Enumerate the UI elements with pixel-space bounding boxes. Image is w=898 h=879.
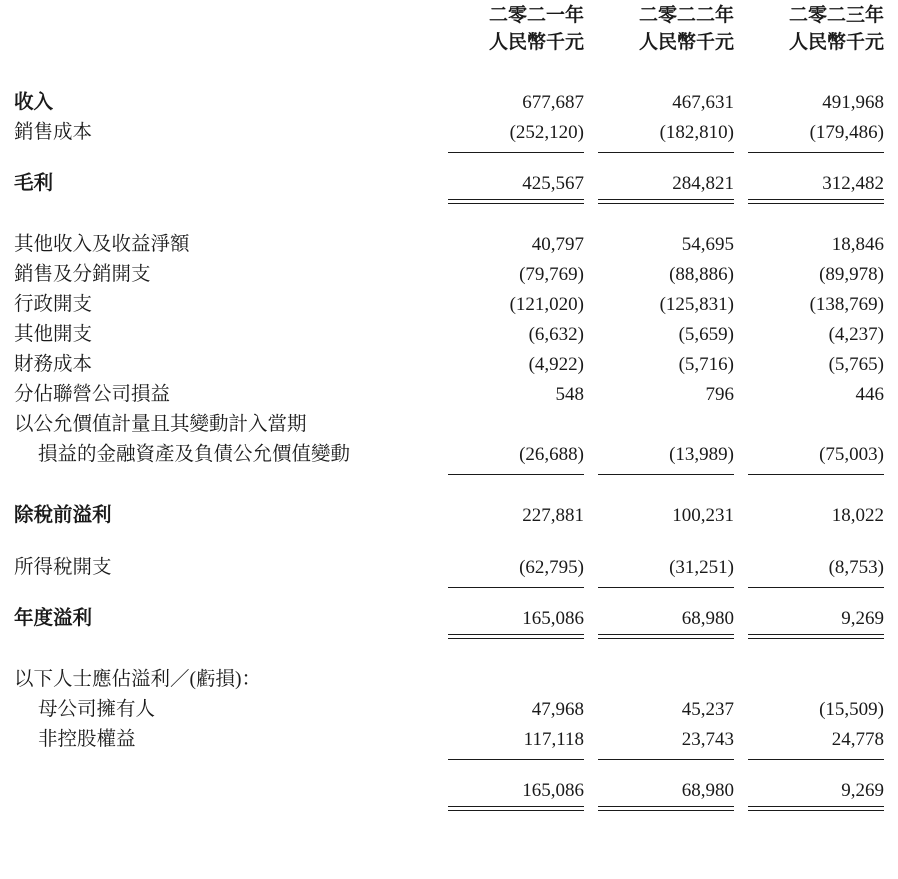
row-value: 312,482 — [822, 173, 884, 194]
row-value: (26,688) — [519, 444, 584, 465]
subtotal-rule — [0, 466, 898, 475]
row-gap — [0, 639, 898, 661]
row-label: 所得稅開支 — [14, 557, 112, 578]
row-label: 毛利 — [14, 173, 54, 194]
row-value: 227,881 — [522, 505, 584, 526]
row-gap — [0, 760, 898, 772]
row-label: 以下人士應佔溢利／(虧損)： — [14, 669, 261, 690]
row-gap — [0, 527, 898, 549]
row-value — [448, 661, 598, 691]
row-value: 284,821 — [672, 173, 734, 194]
row-value: 491,968 — [822, 92, 884, 113]
total-rule-double — [0, 195, 898, 204]
table-row — [0, 226, 898, 256]
table-row — [0, 549, 898, 579]
row-label: 收入 — [14, 92, 54, 113]
row-label: 損益的金融資產及負債公允價值變動 — [38, 444, 351, 465]
column-header-unit-2-text: 人民幣千元 — [638, 32, 734, 53]
row-value: 47,968 — [531, 699, 584, 720]
row-value — [598, 406, 748, 436]
row-value: (138,769) — [809, 294, 884, 315]
row-value: 677,687 — [522, 92, 584, 113]
row-value: 165,086 — [522, 780, 584, 801]
header-spacer — [0, 0, 448, 54]
row-value: 100,231 — [672, 505, 734, 526]
column-header-unit-1-text: 人民幣千元 — [488, 32, 584, 53]
row-value — [448, 406, 598, 436]
row-value: (15,509) — [819, 699, 884, 720]
row-value: 117,118 — [523, 729, 584, 750]
row-value: (79,769) — [519, 264, 584, 285]
row-value — [598, 661, 748, 691]
row-value: 24,778 — [831, 729, 884, 750]
column-header-year-2 — [598, 0, 748, 54]
row-value: 18,022 — [831, 505, 884, 526]
table-row — [0, 165, 898, 195]
row-label: 財務成本 — [14, 354, 93, 375]
row-label: 除稅前溢利 — [14, 505, 112, 526]
row-gap — [0, 475, 898, 497]
row-gap — [0, 204, 898, 226]
table-row — [0, 256, 898, 286]
subtotal-rule — [0, 579, 898, 588]
table-row — [0, 661, 898, 691]
row-value: (182,810) — [659, 122, 734, 143]
subtotal-rule — [0, 144, 898, 153]
row-value: 68,980 — [681, 608, 734, 629]
total-rule-double — [0, 630, 898, 639]
row-value: (125,831) — [659, 294, 734, 315]
row-label: 年度溢利 — [14, 608, 93, 629]
row-value: (4,237) — [828, 324, 884, 345]
row-value: 446 — [855, 384, 884, 405]
row-value: (5,659) — [678, 324, 734, 345]
row-value: (4,922) — [528, 354, 584, 375]
row-value: (252,120) — [509, 122, 584, 143]
row-label: 銷售及分銷開支 — [14, 264, 151, 285]
row-value: 18,846 — [831, 234, 884, 255]
column-header-year-3 — [748, 0, 898, 54]
row-value: (8,753) — [828, 557, 884, 578]
row-label: 母公司擁有人 — [38, 699, 156, 720]
row-value: 68,980 — [681, 780, 734, 801]
row-value: 9,269 — [841, 780, 884, 801]
table-row — [0, 600, 898, 630]
table-row — [0, 772, 898, 802]
column-header-year-3-text: 二零二三年 — [788, 5, 884, 26]
row-value: (5,765) — [828, 354, 884, 375]
table-row — [0, 497, 898, 527]
row-value: (121,020) — [509, 294, 584, 315]
row-value: (6,632) — [528, 324, 584, 345]
row-value: (5,716) — [678, 354, 734, 375]
table-row — [0, 114, 898, 144]
row-label: 銷售成本 — [14, 122, 93, 143]
row-value: (75,003) — [819, 444, 884, 465]
row-value: (179,486) — [809, 122, 884, 143]
table-row — [0, 721, 898, 751]
table-row — [0, 436, 898, 466]
subtotal-rule — [0, 751, 898, 760]
row-value: (13,989) — [669, 444, 734, 465]
row-value: 796 — [705, 384, 734, 405]
row-value: (31,251) — [669, 557, 734, 578]
row-value — [748, 406, 898, 436]
row-value: 40,797 — [531, 234, 584, 255]
row-value — [748, 661, 898, 691]
row-label — [0, 772, 448, 802]
column-header-year-1 — [448, 0, 598, 54]
table-row — [0, 84, 898, 114]
row-label: 其他開支 — [14, 324, 93, 345]
table-row — [0, 346, 898, 376]
row-value: (88,886) — [669, 264, 734, 285]
row-value: 45,237 — [681, 699, 734, 720]
table-row — [0, 406, 898, 436]
row-label: 以公允價值計量且其變動計入當期 — [14, 414, 307, 435]
row-value: (62,795) — [519, 557, 584, 578]
table-row — [0, 376, 898, 406]
table-row — [0, 691, 898, 721]
column-header-year-2-text: 二零二二年 — [638, 5, 734, 26]
row-label: 非控股權益 — [38, 729, 136, 750]
row-value: 467,631 — [672, 92, 734, 113]
row-value: 425,567 — [522, 173, 584, 194]
column-header-unit-3-text: 人民幣千元 — [788, 32, 884, 53]
table-row — [0, 316, 898, 346]
row-label: 分佔聯營公司損益 — [14, 384, 171, 405]
row-value: (89,978) — [819, 264, 884, 285]
row-label: 其他收入及收益淨額 — [14, 234, 190, 255]
row-value: 54,695 — [681, 234, 734, 255]
column-header-year-1-text: 二零二一年 — [488, 5, 584, 26]
row-label: 行政開支 — [14, 294, 93, 315]
table-row — [0, 286, 898, 316]
row-gap — [0, 588, 898, 600]
row-value: 165,086 — [522, 608, 584, 629]
row-value: 9,269 — [841, 608, 884, 629]
table-header-row — [0, 0, 898, 54]
row-value: 23,743 — [681, 729, 734, 750]
header-gap — [0, 54, 898, 84]
row-value: 548 — [555, 384, 584, 405]
total-rule-double — [0, 802, 898, 811]
row-gap — [0, 153, 898, 165]
